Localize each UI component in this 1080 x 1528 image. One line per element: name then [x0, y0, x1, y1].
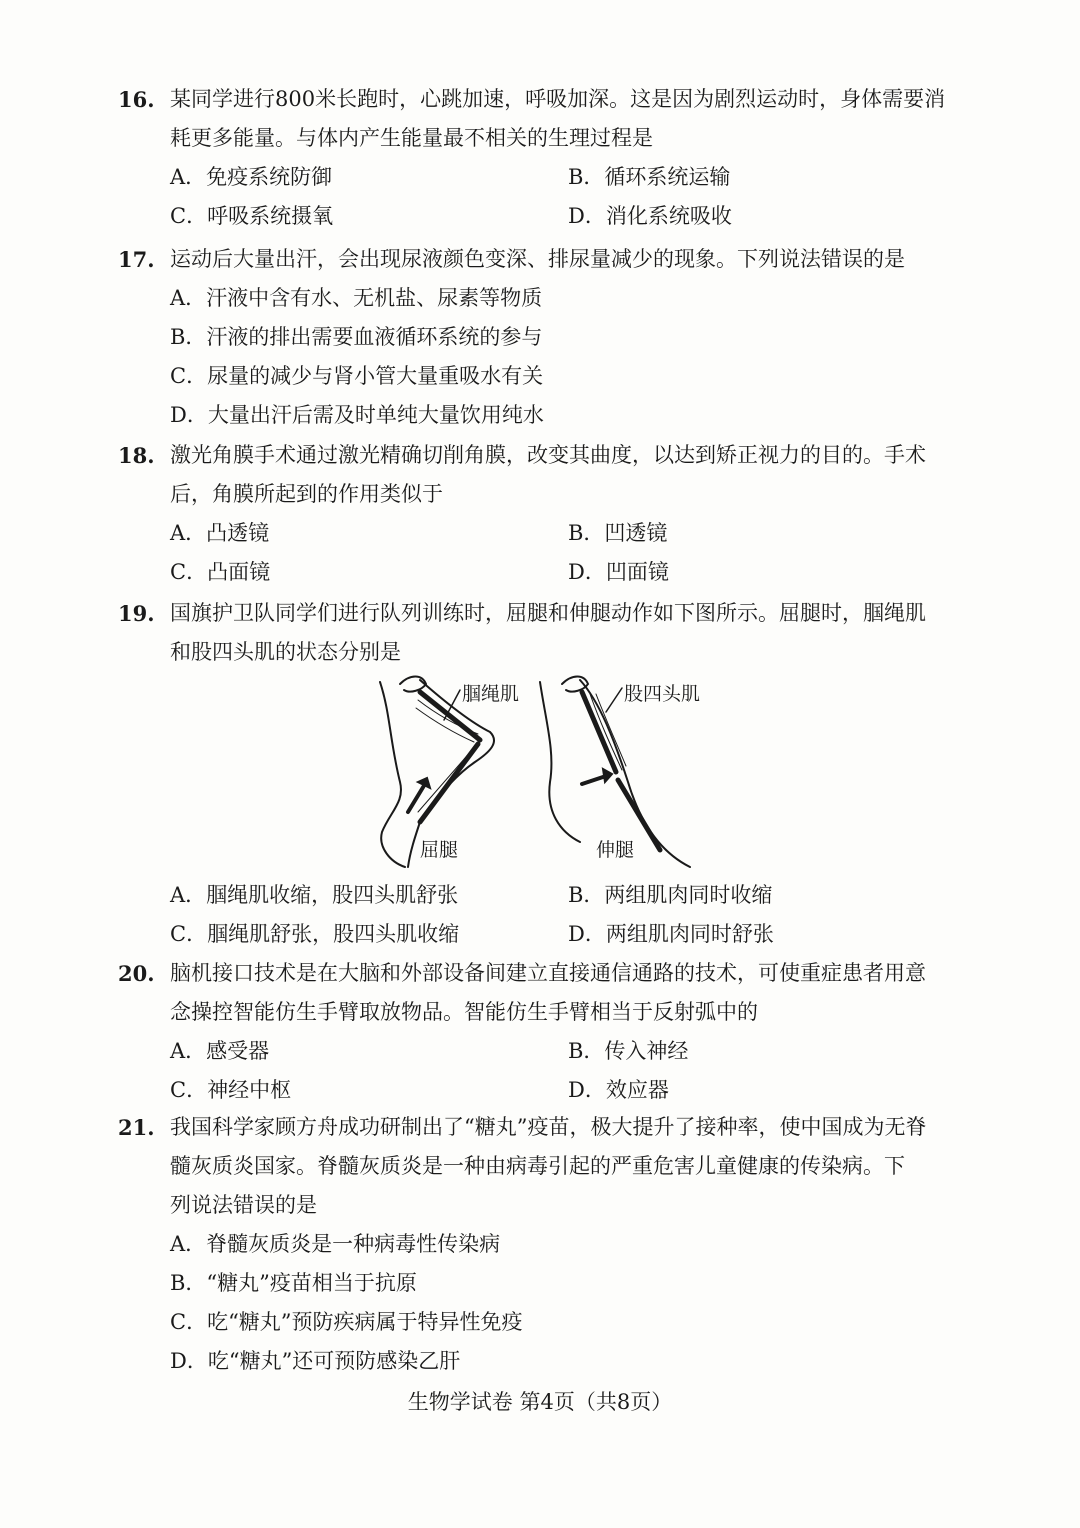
option-b: B．两组肌肉同时收缩: [568, 883, 773, 907]
question-text: 脑机接口技术是在大脑和外部设备间建立直接通信通路的技术，可使重症患者用意: [170, 961, 926, 985]
question-21: [118, 1108, 998, 1381]
option-d: D．凹面镜: [568, 560, 669, 584]
question-text: 和股四头肌的状态分别是: [170, 640, 401, 664]
question-text: 运动后大量出汗，会出现尿液颜色变深、排尿量减少的现象。下列说法错误的是: [170, 247, 905, 271]
question-number: 20.: [118, 961, 155, 986]
option-a: A．腘绳肌收缩，股四头肌舒张: [170, 883, 459, 907]
question-text: 我国科学家顾方舟成功研制出了“糖丸”疫苗，极大提升了接种率，使中国成为无脊: [170, 1115, 927, 1139]
quadriceps-pointer: [606, 688, 622, 712]
option-b: B．“糖丸”疫苗相当于抗原: [170, 1271, 417, 1295]
question-20: [118, 954, 998, 1110]
option-c: C．呼吸系统摄氧: [170, 204, 334, 228]
question-number: 17.: [118, 247, 155, 272]
option-a: A．感受器: [170, 1039, 270, 1063]
arrow-right-head: [603, 769, 612, 782]
question-text: 列说法错误的是: [170, 1193, 317, 1217]
question-number: 18.: [118, 443, 155, 468]
question-16: [118, 80, 998, 236]
arrow-left-shaft: [408, 784, 425, 812]
question-19: [118, 594, 998, 672]
option-b: B．循环系统运输: [568, 165, 731, 189]
option-c: C．吃“糖丸”预防疾病属于特异性免疫: [170, 1310, 523, 1334]
option-b: B．传入神经: [568, 1039, 689, 1063]
question-number: 16.: [118, 87, 155, 112]
question-text: 某同学进行800米长跑时，心跳加速，呼吸加深。这是因为剧烈运动时，身体需要消: [170, 87, 946, 111]
leg-diagram: [360, 672, 740, 872]
label-extend: 伸腿: [596, 839, 635, 861]
question-19-options: [118, 876, 998, 954]
option-d: D．两组肌肉同时舒张: [568, 922, 774, 946]
option-a: A．凸透镜: [170, 521, 270, 545]
question-text: 念操控智能仿生手臂取放物品。智能仿生手臂相当于反射弧中的: [170, 1000, 758, 1024]
arrow-right-shaft: [582, 776, 606, 784]
hip-joint-left: [400, 677, 426, 692]
question-number: 21.: [118, 1115, 155, 1140]
option-c: C．腘绳肌舒张，股四头肌收缩: [170, 922, 460, 946]
leg-muscle-figure: [360, 672, 740, 872]
straight-leg-outline-front: [540, 682, 580, 842]
label-quadriceps: 股四头肌: [624, 683, 701, 705]
option-a: A．脊髓灰质炎是一种病毒性传染病: [170, 1232, 501, 1256]
option-a: A．免疫系统防御: [170, 165, 333, 189]
option-d: D．吃“糖丸”还可预防感染乙肝: [170, 1349, 461, 1373]
question-text: 激光角膜手术通过激光精确切削角膜，改变其曲度，以达到矫正视力的目的。手术: [170, 443, 926, 467]
option-b: B．汗液的排出需要血液循环系统的参与: [170, 325, 543, 349]
muscle-right-1: [590, 694, 622, 770]
option-d: D．大量出汗后需及时单纯大量饮用纯水: [170, 403, 544, 427]
question-text: 耗更多能量。与体内产生能量最不相关的生理过程是: [170, 126, 653, 150]
question-17: [118, 240, 998, 435]
option-b: B．凹透镜: [568, 521, 668, 545]
question-number: 19.: [118, 601, 155, 626]
question-text: 国旗护卫队同学们进行队列训练时，屈腿和伸腿动作如下图所示。屈腿时，腘绳肌: [170, 601, 926, 625]
question-18: [118, 436, 998, 592]
option-d: D．消化系统吸收: [568, 204, 732, 228]
page-footer: 生物学试卷 第4页（共8页）: [407, 1390, 673, 1414]
option-a: A．汗液中含有水、无机盐、尿素等物质: [170, 286, 543, 310]
label-hamstring: 腘绳肌: [462, 683, 520, 705]
question-text: 髓灰质炎国家。脊髓灰质炎是一种由病毒引起的严重危害儿童健康的传染病。下: [170, 1154, 905, 1178]
bent-leg-outline-front: [380, 682, 405, 867]
option-c: C．尿量的减少与肾小管大量重吸水有关: [170, 364, 544, 388]
label-bend: 屈腿: [420, 839, 459, 861]
option-d: D．效应器: [568, 1078, 669, 1102]
question-text: 后，角膜所起到的作用类似于: [170, 482, 443, 506]
option-c: C．神经中枢: [170, 1078, 292, 1102]
option-c: C．凸面镜: [170, 560, 271, 584]
